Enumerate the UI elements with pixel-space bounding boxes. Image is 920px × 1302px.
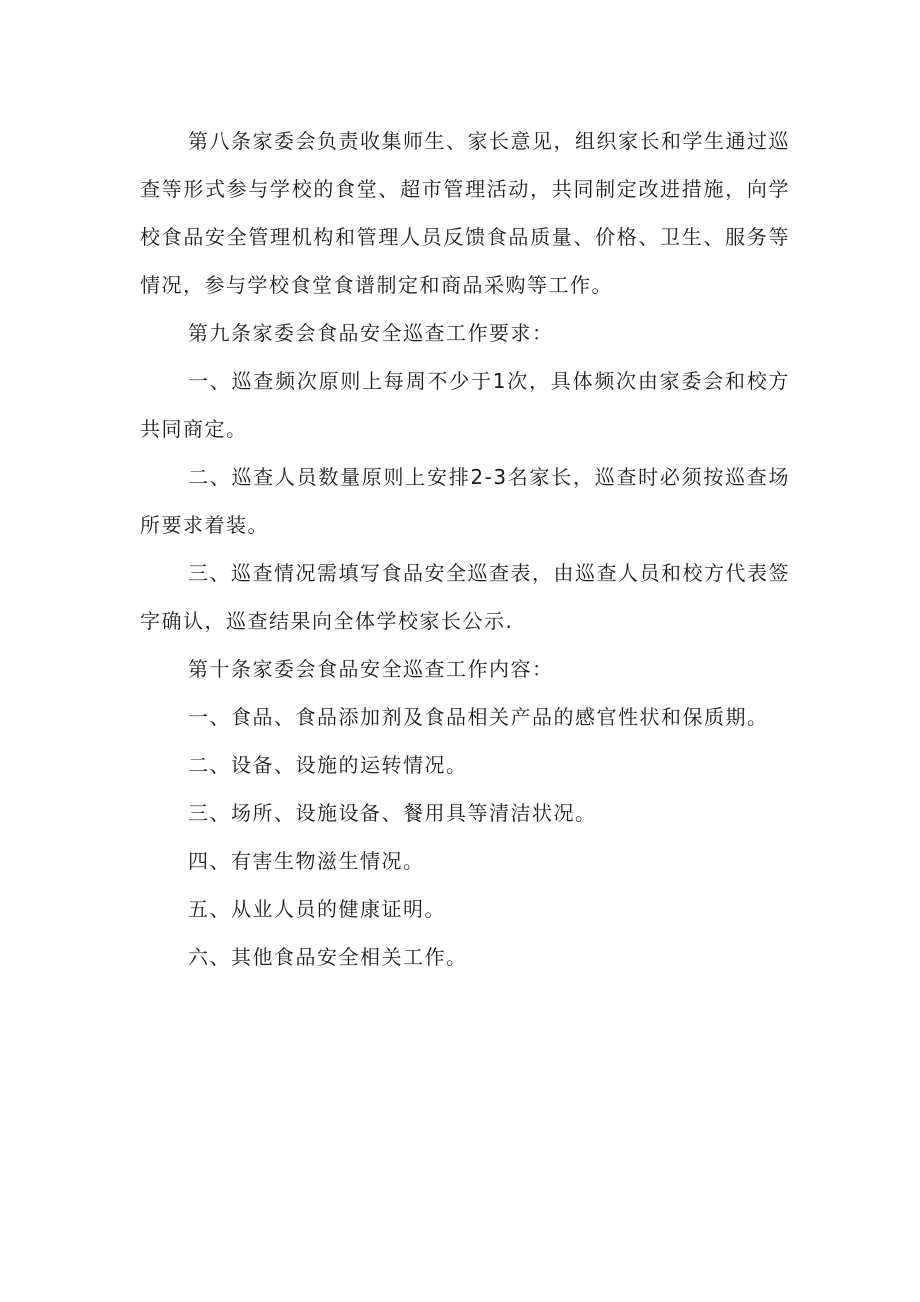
paragraph-content-3: 三、场所、设施设备、餐用具等清洁状况。 xyxy=(188,801,597,825)
paragraph-content-6: 六、其他食品安全相关工作。 xyxy=(188,945,468,969)
document-body xyxy=(140,117,790,981)
paragraph-article-10-heading: 第十条家委会食品安全巡查工作内容： xyxy=(188,657,554,681)
paragraph-content-2: 二、设备、设施的运转情况。 xyxy=(188,753,468,777)
paragraph-requirement-1: 一、巡查频次原则上每周不少于1次，具体频次由家委会和校方共同商定。 xyxy=(140,369,790,441)
paragraph-content-1: 一、食品、食品添加剂及食品相关产品的感官性状和保质期。 xyxy=(188,705,769,729)
paragraph-article-8: 第八条家委会负责收集师生、家长意见，组织家长和学生通过巡查等形式参与学校的食堂、超市管理活动，共同制定改进措施，向学校食品安全管理机构和管理人员反馈食品质量、价格、卫生、服务等情况，参与学校食堂食谱制定和商品采购等工作。 xyxy=(140,129,790,297)
paragraph-requirement-2: 二、巡查人员数量原则上安排2-3名家长，巡查时必须按巡查场所要求着装。 xyxy=(140,465,790,537)
paragraph-content-5: 五、从业人员的健康证明。 xyxy=(188,897,446,921)
paragraph-requirement-3: 三、巡查情况需填写食品安全巡查表，由巡查人员和校方代表签字确认，巡查结果向全体学校家长公示. xyxy=(140,561,790,633)
paragraph-content-4: 四、有害生物滋生情况。 xyxy=(188,849,425,873)
paragraph-article-9-heading: 第九条家委会食品安全巡查工作要求： xyxy=(188,321,554,345)
